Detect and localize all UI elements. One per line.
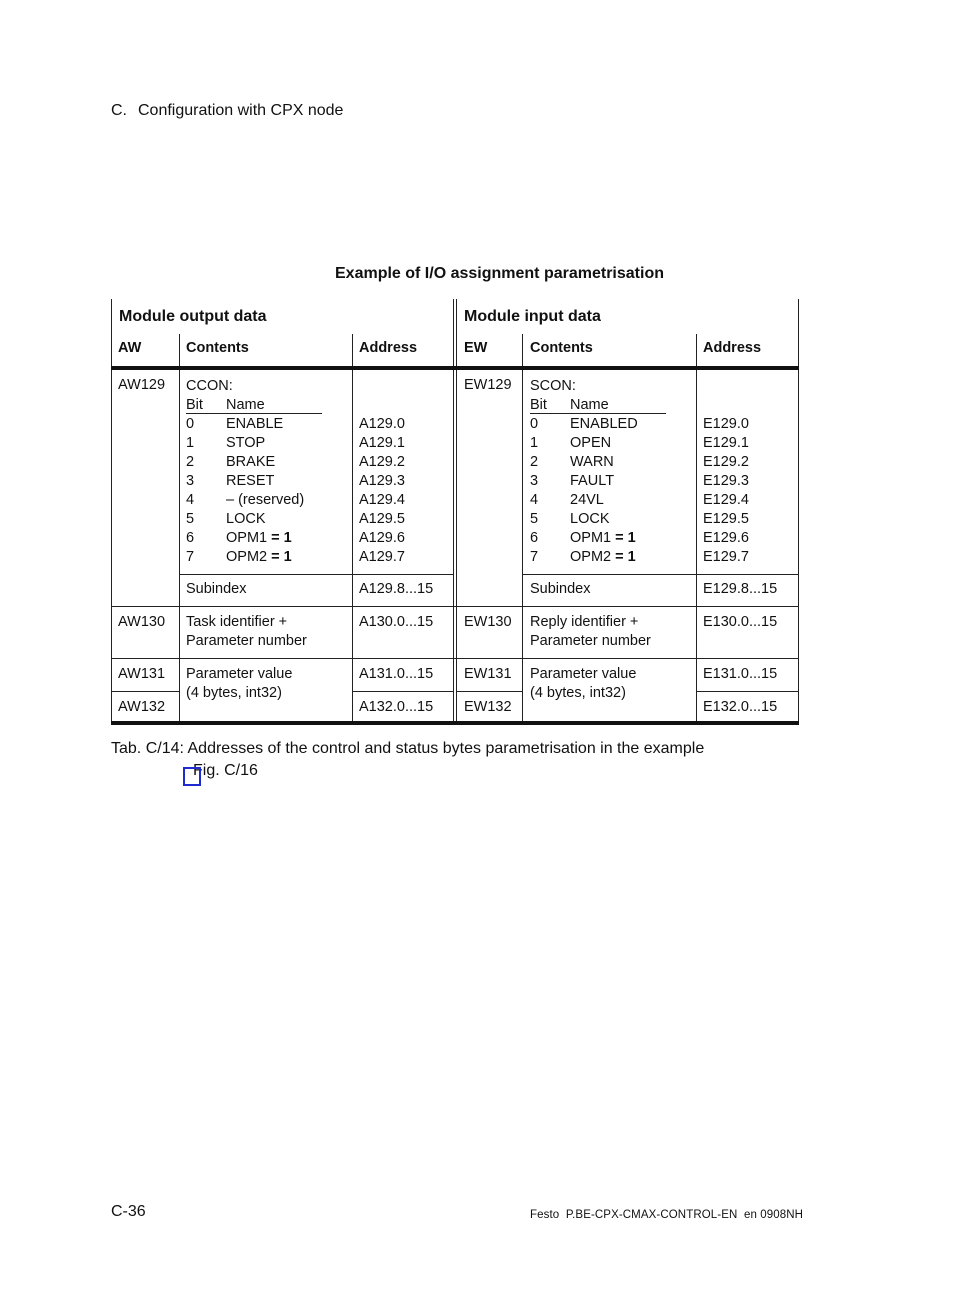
aw130-address: A130.0...15: [359, 614, 434, 630]
ew130-contents: Reply identifier + Parameter number: [530, 614, 651, 649]
col-header-contents-out: Contents: [186, 340, 249, 356]
aw131-address: A131.0...15: [359, 666, 434, 682]
ew129-subindex-label: Subindex: [530, 581, 591, 597]
aw131-id: AW131: [118, 666, 166, 682]
aw129-subindex-label: Subindex: [186, 581, 247, 597]
aw129-id: AW129: [118, 377, 166, 393]
col-header-ew: EW: [464, 340, 488, 356]
ccon-addresses: A129.0 A129.1 A129.2 A129.3 A129.4 A129.5 A129.6 A129.7: [359, 416, 405, 565]
aw129-subindex-address: A129.8...15: [359, 581, 434, 597]
ew132-address: E132.0...15: [703, 699, 778, 715]
chapter-title: Configuration with CPX node: [138, 102, 344, 119]
input-group-header: Module input data: [464, 308, 601, 325]
scon-register: SCON:: [530, 378, 576, 394]
col-header-address-in: Address: [703, 340, 762, 356]
col-header-address-out: Address: [359, 340, 418, 356]
ew131-id: EW131: [464, 666, 512, 682]
table-title: Example of I/O assignment parametrisation: [335, 265, 664, 282]
document-info: Festo P.BE-CPX-CMAX-CONTROL-EN en 0908NH: [530, 1209, 804, 1221]
ew129-subindex-address: E129.8...15: [703, 581, 778, 597]
page-number: C-36: [111, 1203, 146, 1220]
scon-addresses: E129.0 E129.1 E129.2 E129.3 E129.4 E129.5 E129.6 E129.7: [703, 416, 749, 565]
ccon-bit-name-header: Bit Name: [186, 396, 322, 414]
ew130-address: E130.0...15: [703, 614, 778, 630]
chapter-heading: [111, 102, 343, 120]
scon-bit-name-header: Bit Name: [530, 396, 666, 414]
output-group-header: Module output data: [119, 308, 267, 325]
aw132-address: A132.0...15: [359, 699, 434, 715]
aw130-contents: Task identifier + Parameter number: [186, 614, 307, 649]
col-header-aw: AW: [118, 340, 142, 356]
io-assignment-table: [111, 299, 799, 725]
figure-reference-link[interactable]: Fig. C/16: [193, 762, 258, 779]
ccon-block: CCON: Bit Name 0 ENABLE 1 STOP 2 BRAKE 3 RESET 4 – (reserved) 5 LOCK 6 OPM1 = 1 7 OPM2 = 1: [186, 377, 322, 567]
ew130-id: EW130: [464, 614, 512, 630]
ccon-register: CCON:: [186, 378, 233, 394]
aw130-id: AW130: [118, 614, 166, 630]
link-highlight-box[interactable]: [183, 767, 201, 786]
chapter-number: C.: [111, 102, 127, 119]
aw132-id: AW132: [118, 699, 166, 715]
scon-block: SCON: Bit Name 0 ENABLED 1 OPEN 2 WARN 3 FAULT 4 24VL 5 LOCK 6 OPM1 = 1 7 OPM2 = 1: [530, 377, 666, 567]
ew131-address: E131.0...15: [703, 666, 778, 682]
ew129-id: EW129: [464, 377, 512, 393]
table-caption: Tab. C/14: Addresses of the control and status bytes parametrisation in the example: [111, 740, 705, 757]
aw131-contents: Parameter value (4 bytes, int32): [186, 666, 293, 701]
ew132-id: EW132: [464, 699, 512, 715]
ew131-contents: Parameter value (4 bytes, int32): [530, 666, 637, 701]
col-header-contents-in: Contents: [530, 340, 593, 356]
